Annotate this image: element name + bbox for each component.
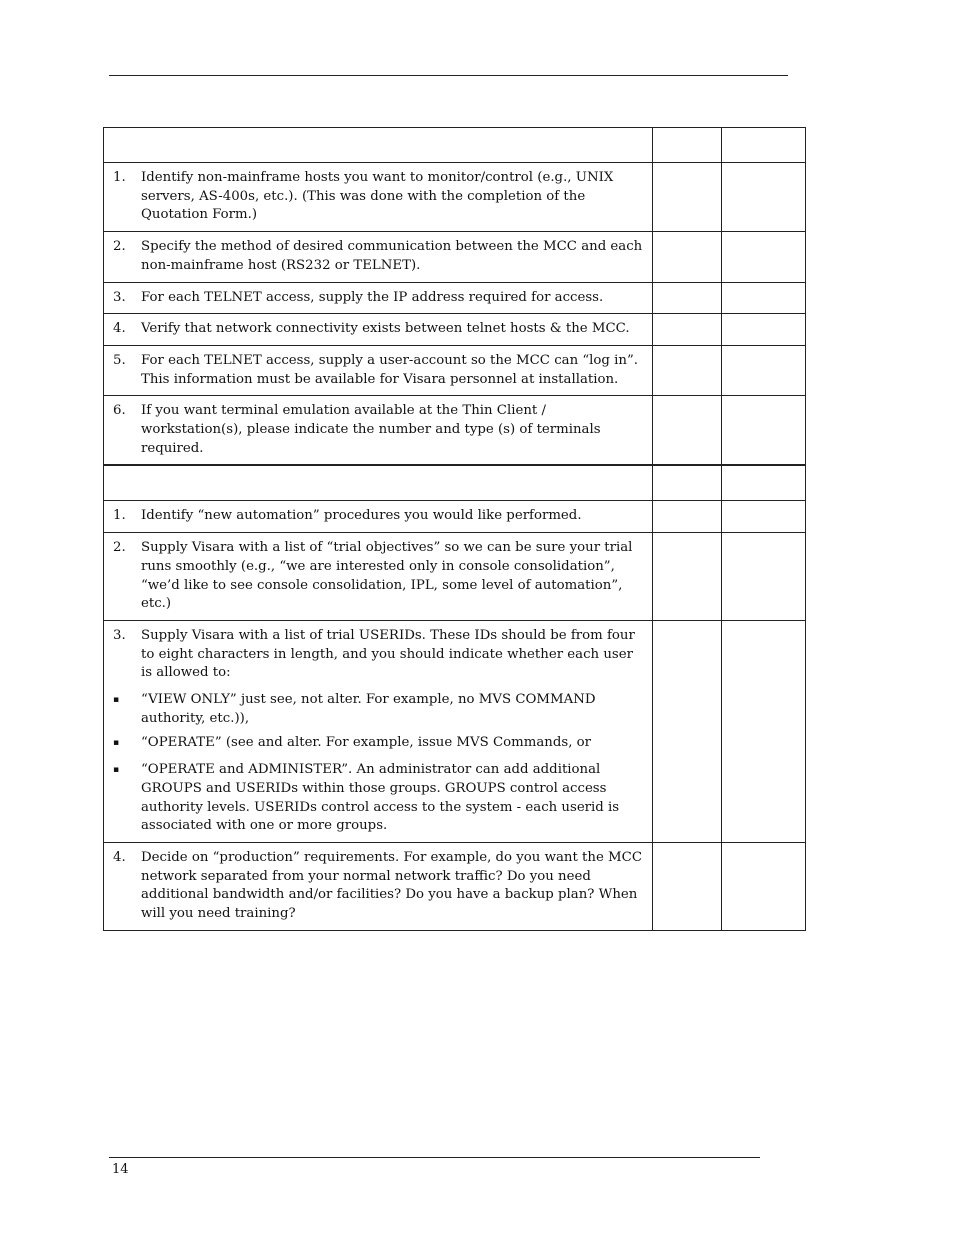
check-cell [722, 465, 806, 501]
table-row [104, 620, 806, 842]
section-header-cell [104, 128, 653, 163]
item-number: 3. [113, 627, 126, 643]
item-text: Verify that network connectivity exists between telnet hosts & the MCC. [141, 321, 630, 337]
item-text: If you want terminal emulation available at the Thin Client / workstation(s), please indicate the number and type (s) of terminals required. [141, 403, 601, 456]
check-cell [653, 282, 722, 314]
check-cell [653, 232, 722, 282]
check-cell [653, 501, 722, 533]
check-cell [722, 396, 806, 466]
table-row [104, 345, 806, 395]
list-item [104, 734, 652, 761]
item-text: For each TELNET access, supply the IP address required for access. [141, 289, 604, 305]
check-cell [653, 533, 722, 621]
item-number: 1. [113, 170, 126, 185]
table-row [104, 501, 806, 533]
checklist-table [103, 127, 806, 931]
check-cell [653, 345, 722, 395]
section-header-row-2 [104, 465, 806, 501]
check-cell [722, 842, 806, 930]
check-cell [653, 128, 722, 163]
item-text: Specify the method of desired communication between the MCC and each non-mainframe host (RS232 or TELNET). [141, 239, 643, 273]
item-text: For each TELNET access, supply a user-account so the MCC can “log in”. This information must be available for Visara personnel at installation. [141, 352, 638, 387]
check-cell [653, 465, 722, 501]
check-cell [722, 282, 806, 314]
section-header-row-1 [104, 128, 806, 163]
page-number: 14 [112, 1162, 129, 1177]
bullet-icon: ▪ [113, 765, 120, 776]
table-row [104, 232, 806, 282]
item-number: 4. [113, 849, 126, 865]
check-cell [653, 163, 722, 232]
bullet-text: “VIEW ONLY” just see, not alter. For example, no MVS COMMAND authority, etc.)), [141, 692, 596, 726]
bullet-icon: ▪ [113, 695, 120, 706]
list-item [104, 691, 652, 734]
header-rule [109, 75, 788, 76]
list-item [104, 761, 652, 842]
table-row [104, 314, 806, 346]
item-text: Identify “new automation” procedures you would like performed. [141, 508, 582, 524]
item-text: Supply Visara with a list of trial USERIDs. These IDs should be from four to eight characters in length, and you should indicate whether each user is allowed to: [141, 627, 635, 681]
check-cell [722, 128, 806, 163]
check-cell [722, 163, 806, 232]
check-cell [722, 620, 806, 842]
table-row [104, 842, 806, 930]
item-text: Decide on “production” requirements. For example, do you want the MCC network separated from your normal network traffic? Do you need additional bandwidth and/or facilities? Do you have a backup plan? When will you need training? [141, 849, 642, 922]
check-cell [653, 842, 722, 930]
section-header-cell [104, 465, 653, 501]
bullet-icon: ▪ [113, 738, 120, 749]
item-number: 3. [113, 289, 126, 305]
item-number: 5. [113, 352, 126, 368]
item-number: 2. [113, 540, 126, 556]
check-cell [722, 314, 806, 346]
item-number: 4. [113, 321, 126, 337]
bullet-text: “OPERATE” (see and alter. For example, issue MVS Commands, or [141, 735, 592, 751]
table-row [104, 533, 806, 621]
check-cell [722, 345, 806, 395]
check-cell [722, 501, 806, 533]
bullet-text: “OPERATE and ADMINISTER”. An administrator can add additional GROUPS and USERIDs within those groups. GROUPS control access authority levels. USERIDs control access to the system - each userid is associated with one or more groups. [141, 762, 620, 834]
check-cell [653, 620, 722, 842]
item-text: Identify non-mainframe hosts you want to monitor/control (e.g., UNIX servers, AS-400s, etc.). (This was done with the completion of the Quotation Form.) [141, 170, 614, 223]
check-cell [722, 232, 806, 282]
item-number: 1. [113, 508, 126, 524]
table-row [104, 282, 806, 314]
item-text: Supply Visara with a list of “trial objectives” so we can be sure your trial runs smoothly (e.g., “we are interested only in console consolidation”, “we’d like to see console consolidation, IPL, some level of automation”, etc.) [141, 540, 633, 612]
check-cell [653, 314, 722, 346]
table-row [104, 396, 806, 466]
item-number: 6. [113, 403, 126, 419]
table-row [104, 163, 806, 232]
item-number: 2. [113, 239, 126, 255]
check-cell [653, 396, 722, 466]
footer-rule [109, 1157, 760, 1158]
check-cell [722, 533, 806, 621]
